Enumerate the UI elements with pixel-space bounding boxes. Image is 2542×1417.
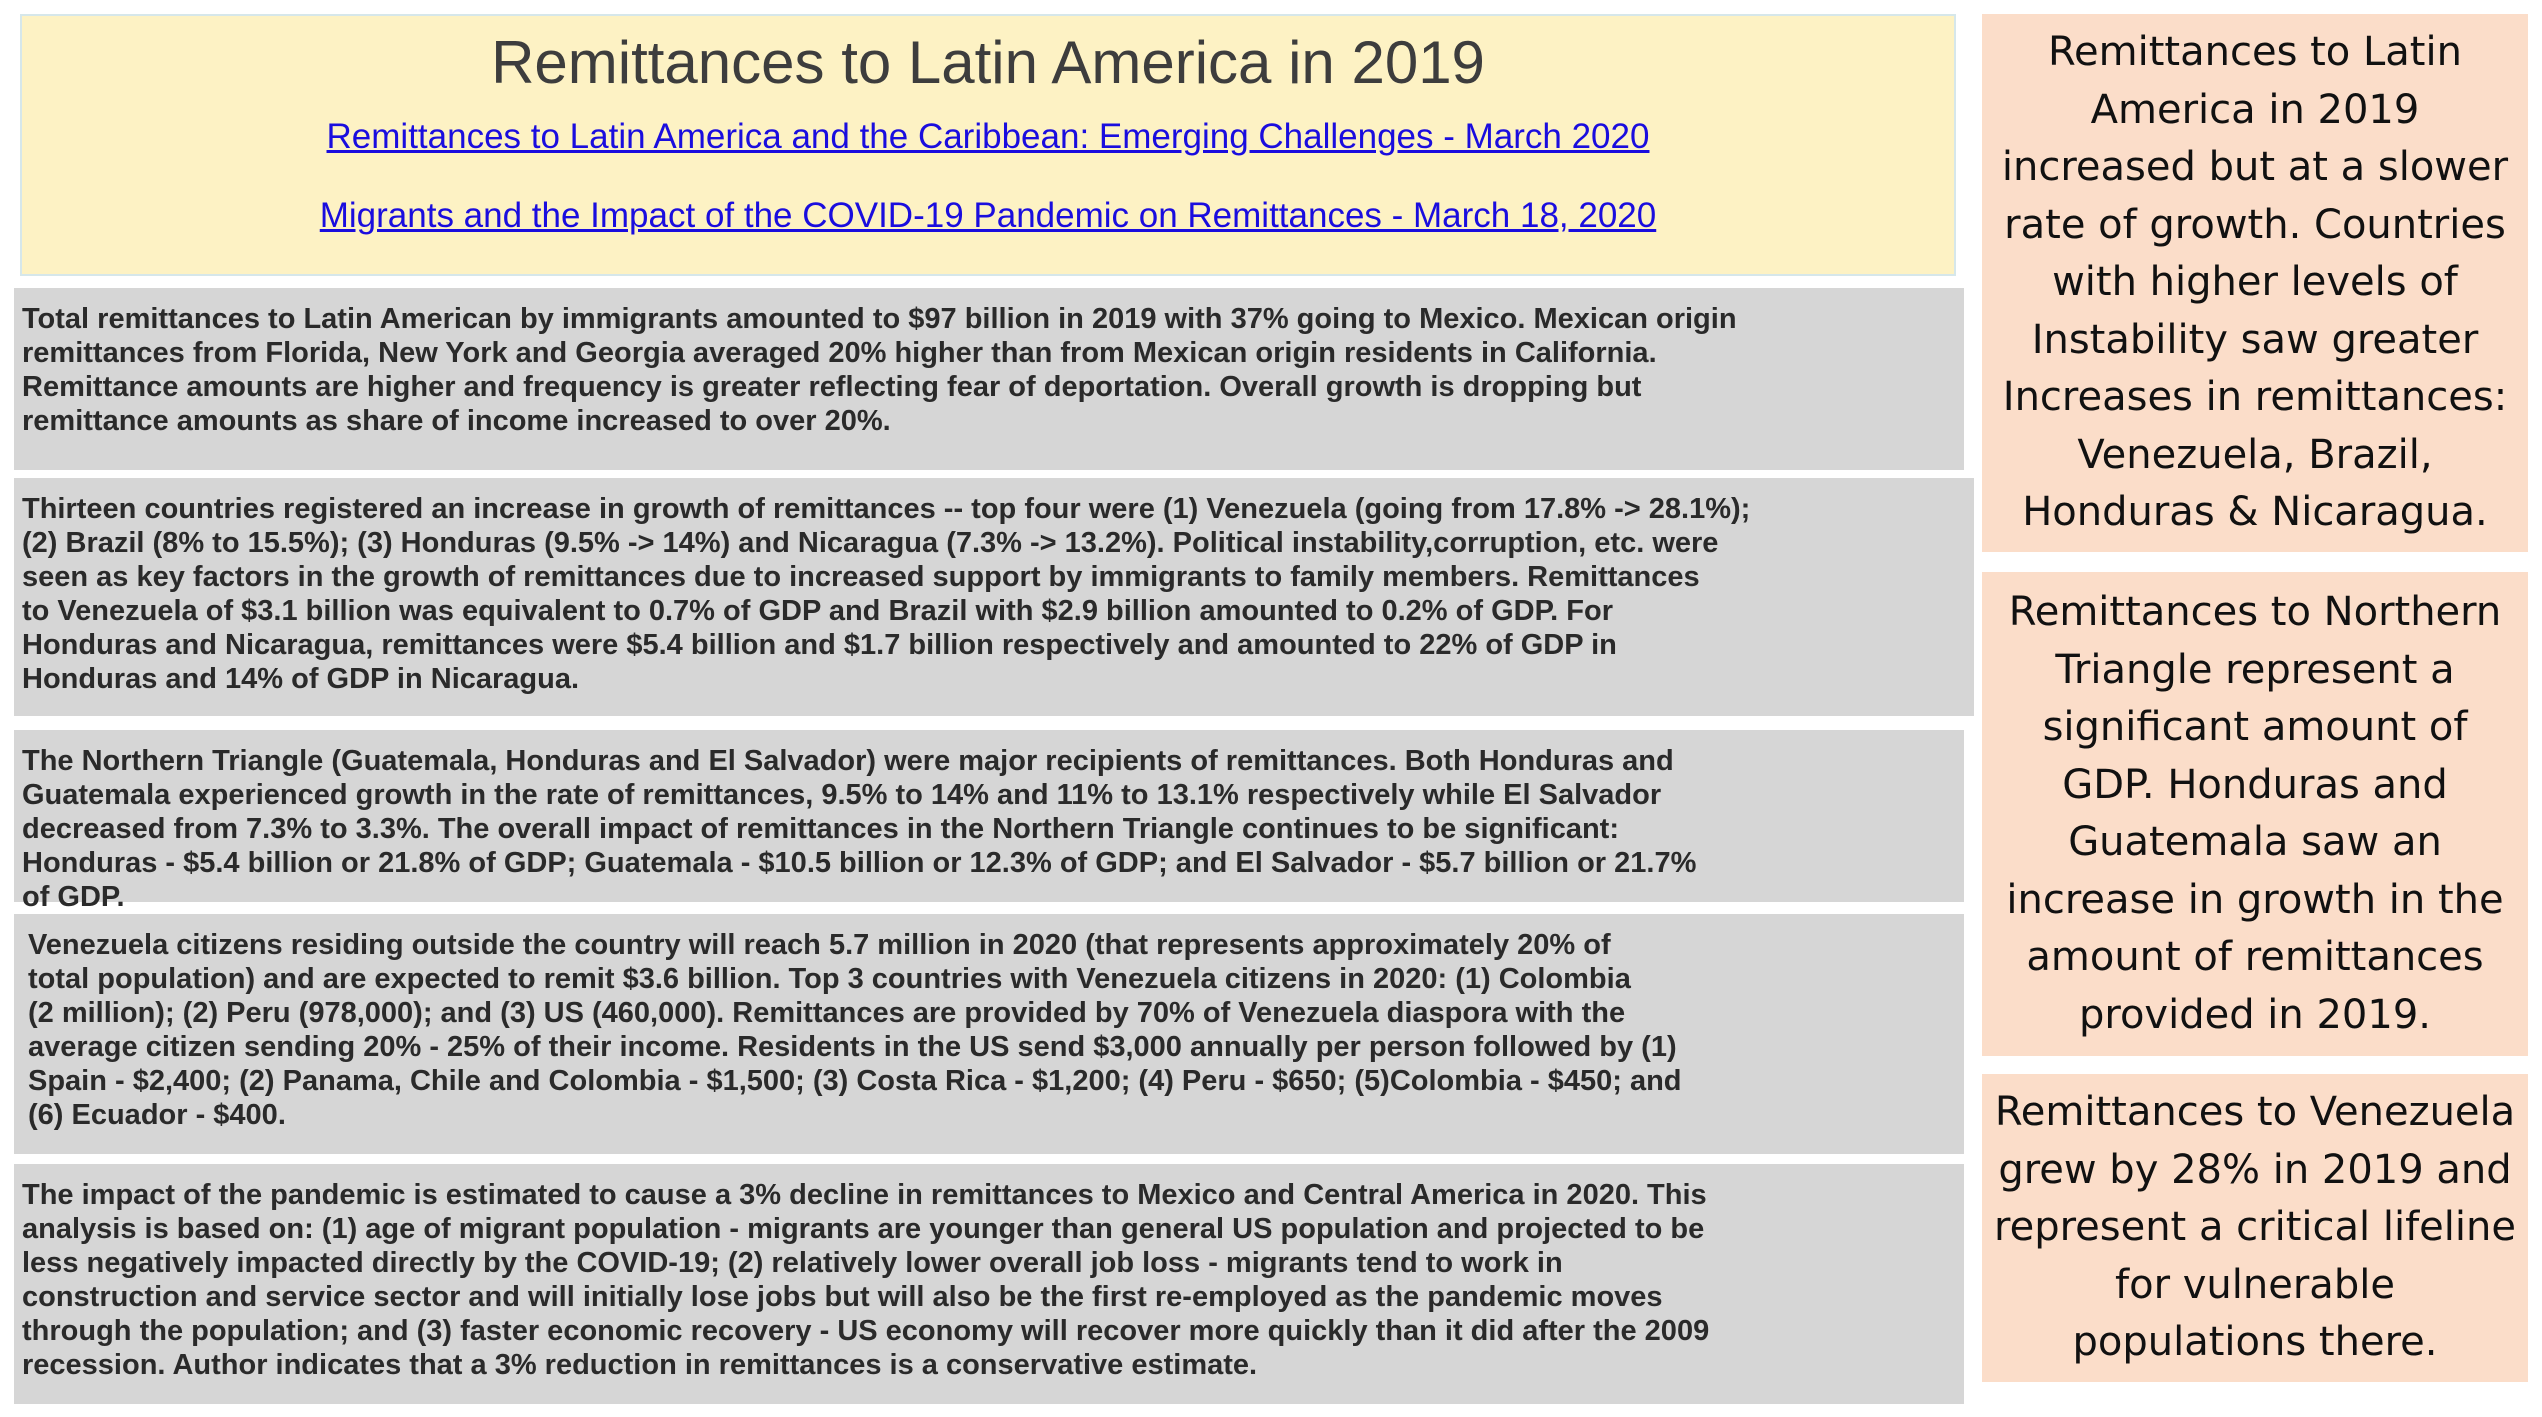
paragraph-venezuela-diaspora: Venezuela citizens residing outside the country will reach 5.7 million in 2020 (that represents approximately 20% of total population) and are expected to remit $3.6 billion. Top 3 countries with Venezuela citizens in 2020: (1) Colombia (2 million); (2) Peru (978,000); and (3) US (460,000). Remittances are provided by 70% of Venezuela diaspora with the average citizen sending 20% - 25% of their income. Residents in the US send $3,000 annually per person followed by (1) Spain - $2,400; (2) Panama, Chile and Colombia - $1,500; (3) Costa Rica - $1,200; (4) Peru - $650; (5)Colombia - $450; and (6) Ecuador - $400.: [14, 914, 1964, 1154]
callout-text: Remittances to Venezuela grew by 28% in 2019 and represent a critical lifeline for vulnerable populations there.: [1994, 1089, 2516, 1366]
report-link-covid-impact[interactable]: Migrants and the Impact of the COVID-19 Pandemic on Remittances - March 18, 2020: [319, 196, 1657, 235]
callout-text: Remittances to Northern Triangle represent a significant amount of GDP. Honduras and Guatemala saw an increase in growth in the amount of remittances provided in 2019.: [2006, 589, 2504, 1038]
paragraph-northern-triangle: The Northern Triangle (Guatemala, Honduras and El Salvador) were major recipients of remittances. Both Honduras and Guatemala experienced growth in the rate of remittances, 9.5% to 14% and 11% to 13.1% respectively while El Salvador decreased from 7.3% to 3.3%. The overall impact of remittances in the Northern Triangle continues to be significant: Honduras - $5.4 billion or 21.8% of GDP; Guatemala - $10.5 billion or 12.3% of GDP; and El Salvador - $5.7 billion or 21.7% of GDP.: [14, 730, 1964, 902]
page-title: Remittances to Latin America in 2019: [491, 29, 1485, 96]
paragraph-pandemic-impact: The impact of the pandemic is estimated to cause a 3% decline in remittances to Mexico and Central America in 2020. This analysis is based on: (1) age of migrant population - migrants are younger than general US population and projected to be less negatively impacted directly by the COVID-19; (2) relatively lower overall job loss - migrants tend to work in construction and service sector and will initially lose jobs but will also be the first re-employed as the pandemic moves through the population; and (3) faster economic recovery - US economy will recover more quickly than it did after the 2009 recession. Author indicates that a 3% reduction in remittances is a conservative estimate.: [14, 1164, 1964, 1404]
callout-text: Remittances to Latin America in 2019 increased but at a slower rate of growth. Countries with higher levels of Instability saw greater Increases in remittances: Venezuela, Brazil, Honduras & Nicaragua.: [2001, 29, 2509, 536]
report-link-emerging-challenges[interactable]: Remittances to Latin America and the Caribbean: Emerging Challenges - March 2020: [326, 117, 1650, 156]
callout-growth-summary: [1982, 14, 2528, 552]
paragraph-total-remittances: Total remittances to Latin American by immigrants amounted to $97 billion in 2019 with 37% going to Mexico. Mexican origin remittances from Florida, New York and Georgia averaged 20% higher than from Mexican origin residents in California. Remittance amounts are higher and frequency is greater reflecting fear of deportation. Overall growth is dropping but remittance amounts as share of income increased to over 20%.: [14, 288, 1964, 470]
callout-northern-triangle: [1982, 572, 2528, 1056]
paragraph-top-countries: Thirteen countries registered an increase in growth of remittances -- top four were (1) Venezuela (going from 17.8% -> 28.1%); (2) Brazil (8% to 15.5%); (3) Honduras (9.5% -> 14%) and Nicaragua (7.3% -> 13.2%). Political instability,corruption, etc. were seen as key factors in the growth of remittances due to increased support by immigrants to family members. Remittances to Venezuela of $3.1 billion was equivalent to 0.7% of GDP and Brazil with $2.9 billion amounted to 0.2% of GDP. For Honduras and Nicaragua, remittances were $5.4 billion and $1.7 billion respectively and amounted to 22% of GDP in Honduras and 14% of GDP in Nicaragua.: [14, 478, 1974, 716]
callout-venezuela: [1982, 1074, 2528, 1382]
header-banner: [20, 14, 1956, 276]
